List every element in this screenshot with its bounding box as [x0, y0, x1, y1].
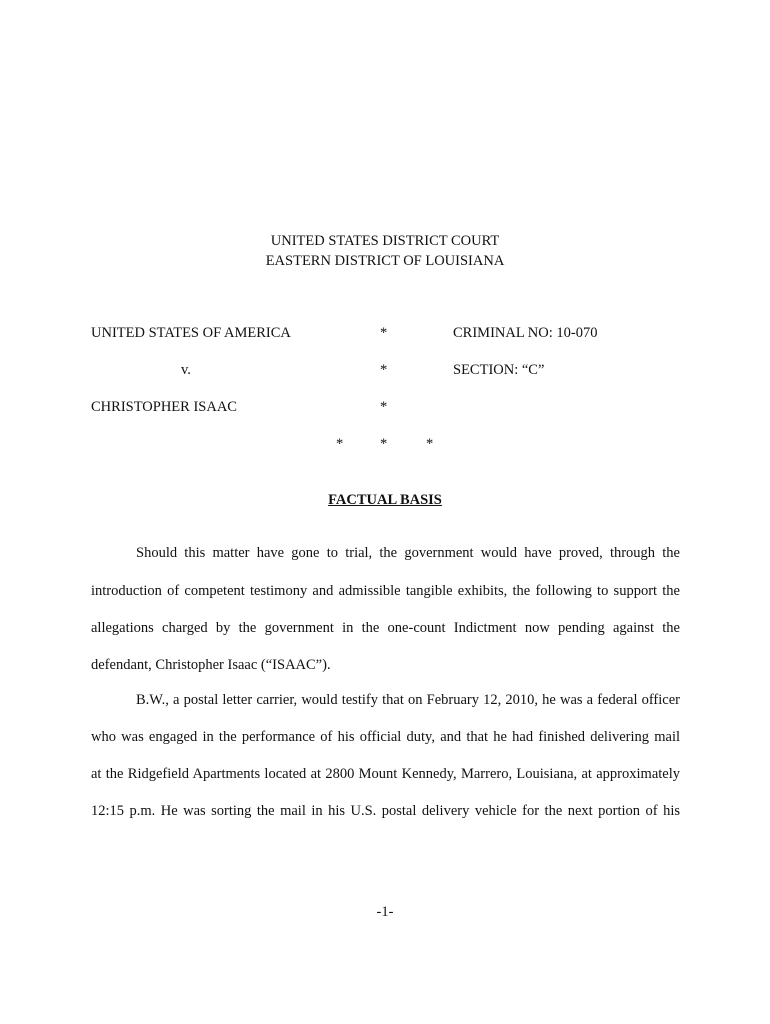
paragraph-line: 12:15 p.m. He was sorting the mail in his U.S. postal delivery vehicle for the next portion of his	[91, 803, 680, 819]
caption-section: SECTION: “C”	[453, 362, 545, 378]
caption-star: *	[380, 362, 388, 378]
caption-plaintiff: UNITED STATES OF AMERICA	[91, 325, 291, 341]
caption-separator-star: *	[426, 436, 434, 452]
caption-defendant: CHRISTOPHER ISAAC	[91, 399, 237, 415]
court-district: EASTERN DISTRICT OF LOUISIANA	[265, 253, 505, 269]
caption-versus: v.	[181, 362, 191, 378]
page-number: -1-	[376, 904, 394, 920]
court-name: UNITED STATES DISTRICT COURT	[270, 233, 500, 249]
caption-separator-star: *	[336, 436, 344, 452]
paragraph-line: allegations charged by the government in the one-count Indictment now pending against the	[91, 620, 680, 636]
caption-separator-star: *	[380, 436, 388, 452]
caption-star: *	[380, 399, 388, 415]
caption-criminal-no: CRIMINAL NO: 10-070	[453, 325, 598, 341]
paragraph-line: who was engaged in the performance of his official duty, and that he had finished delivering mail	[91, 729, 680, 745]
paragraph-line: defendant, Christopher Isaac (“ISAAC”).	[91, 657, 331, 673]
paragraph-line: B.W., a postal letter carrier, would testify that on February 12, 2010, he was a federal officer	[136, 692, 680, 708]
paragraph-line: Should this matter have gone to trial, the government would have proved, through the	[136, 545, 680, 561]
paragraph-line: at the Ridgefield Apartments located at 2800 Mount Kennedy, Marrero, Louisiana, at approximately	[91, 766, 680, 782]
document-title: FACTUAL BASIS	[328, 492, 442, 508]
paragraph-line: introduction of competent testimony and admissible tangible exhibits, the following to support the	[91, 583, 680, 599]
caption-star: *	[380, 325, 388, 341]
